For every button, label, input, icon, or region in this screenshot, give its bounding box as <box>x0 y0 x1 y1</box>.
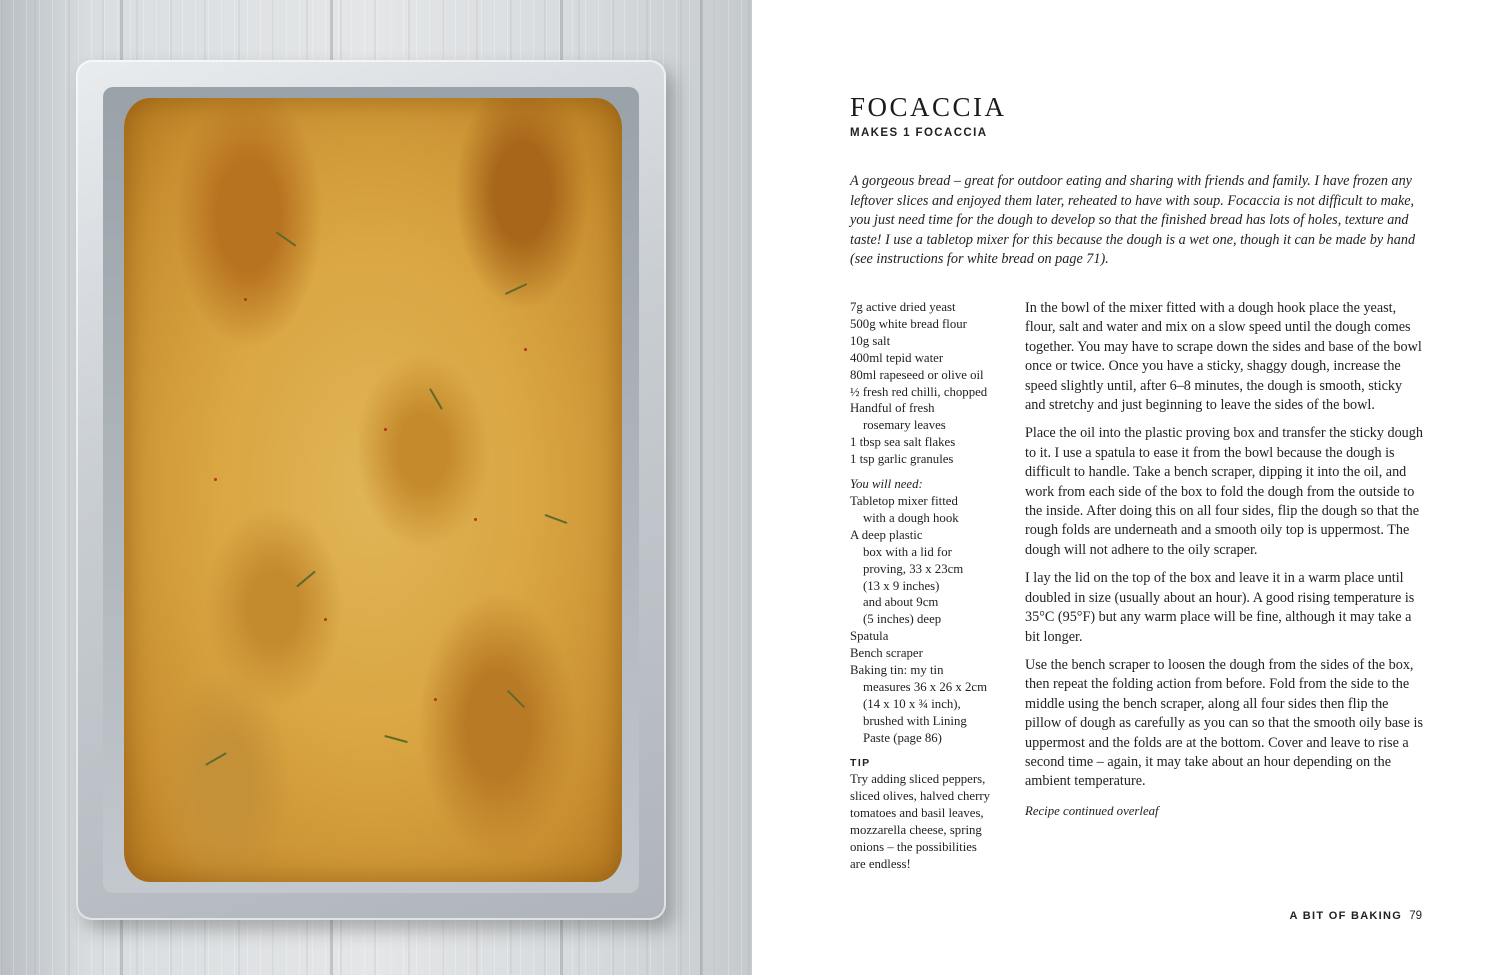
equipment-item: Baking tin: my tin <box>850 663 944 678</box>
ingredient-item: 400ml tepid water <box>850 350 944 365</box>
ingredient-item: 500g white bread flour <box>850 316 967 331</box>
chilli-flake <box>244 298 247 301</box>
method-step: I lay the lid on the top of the box and leave it in a warm place until doubled in size (usually about an hour). A good rising temperature is 35°C (95°F) but any warm place will be fine, although it may take a bit longer. <box>1025 570 1415 645</box>
chilli-flake <box>434 698 437 701</box>
continued-note: Recipe continued overleaf <box>1025 803 1159 818</box>
rosemary-leaf <box>505 283 528 295</box>
chilli-flake <box>214 478 217 481</box>
footer-section-title: A BIT OF BAKING <box>1289 910 1403 922</box>
method-column <box>1025 299 1423 821</box>
method-step: Use the bench scraper to loosen the dough from the sides of the box, then repeat the folding action from before. Fold from the side to the middle using the bench scraper, along all four sides then flip the pillow of dough as carefully as you can so that the smooth oily base is uppermost and the folds are at the bottom. Cover and leave to rise a second time – again, it may take about an hour depending on the ambient temperature. <box>1025 656 1423 790</box>
focaccia-bread <box>124 98 622 882</box>
ingredient-item: 1 tbsp sea salt flakes <box>850 435 956 450</box>
chilli-flake <box>474 518 477 521</box>
rosemary-leaf <box>544 514 567 524</box>
tip-line: are endless! <box>850 857 911 871</box>
tip-heading: TIP <box>850 756 871 769</box>
equipment-item: measures 36 x 26 x 2cm <box>863 679 988 694</box>
chilli-flake <box>324 618 327 621</box>
equipment-item: Bench scraper <box>850 646 923 661</box>
page-number: 79 <box>1409 910 1422 922</box>
ingredient-item: Handful of fresh <box>850 401 935 416</box>
tip-line: sliced olives, halved cherry <box>850 789 991 804</box>
rosemary-leaf <box>276 231 297 246</box>
equipment-item: (13 x 9 inches) <box>863 578 940 593</box>
rosemary-leaf <box>205 752 227 766</box>
ingredient-item: 10g salt <box>850 333 891 348</box>
equipment-item: brushed with Lining <box>863 713 967 728</box>
wood-plank-seam <box>700 0 703 975</box>
equipment-item: Tabletop mixer fitted <box>850 493 958 508</box>
chilli-flake <box>524 348 527 351</box>
tip-line: mozzarella cheese, spring <box>850 823 982 838</box>
ingredient-item: 7g active dried yeast <box>850 300 956 314</box>
ingredient-item: 1 tsp garlic granules <box>850 452 954 467</box>
method-step: Place the oil into the plastic proving box and transfer the sticky dough to it. I use a spatula to ease it from the bowl because the dough is difficult to handle. Take a bench scraper, dipping it into the oil, and work from each side of the box to fold the dough from the outside to the inside. After doing this on all four sides, flip the dough so that the rough folds are underneath and a smooth oily top is uppermost. The dough will not adhere to the oily scraper. <box>1025 425 1423 558</box>
method-step: In the bowl of the mixer fitted with a dough hook place the yeast, flour, salt and water and mix on a slow speed until the dough comes together. You may have to scrape down the sides and base of the bowl once or twice. Once you have a sticky, shaggy dough, increase the speed slightly until, after 6–8 minutes, the dough is smooth, sticky and stretchy and just beginning to leave the sides of the bowl. <box>1025 300 1422 414</box>
chilli-flake <box>384 428 387 431</box>
recipe-yield: MAKES 1 FOCACCIA <box>850 127 988 139</box>
equipment-item: box with a lid for <box>863 544 952 559</box>
baking-tray <box>76 60 666 920</box>
tip-line: onions – the possibilities <box>850 840 977 855</box>
ingredient-item: ½ fresh red chilli, chopped <box>850 384 988 399</box>
rosemary-leaf <box>507 690 525 708</box>
ingredient-item: 80ml rapeseed or olive oil <box>850 367 984 382</box>
equipment-item: proving, 33 x 23cm <box>863 561 964 576</box>
ingredients-column <box>850 299 1010 873</box>
rosemary-leaf <box>384 735 408 743</box>
equipment-item: A deep plastic <box>850 527 923 542</box>
rosemary-leaf <box>296 571 316 588</box>
equipment-heading: You will need: <box>850 477 923 492</box>
recipe-intro: A gorgeous bread – great for outdoor eating and sharing with friends and family. I have frozen any leftover slices and enjoyed them later, reheated to have with soup. Focaccia is not difficult to make, you just need time for the dough to develop so that the finished bread has lots of holes, texture and taste! I use a tabletop mixer for this because the dough is a wet one, though it can be made by hand (see instructions for white bread on page 71). <box>850 173 1416 268</box>
equipment-item: Spatula <box>850 629 889 644</box>
equipment-item: Paste (page 86) <box>863 730 942 745</box>
equipment-item: (14 x 10 x ¾ inch), <box>863 696 961 711</box>
tip-line: Try adding sliced peppers, <box>850 772 986 787</box>
page-footer <box>1290 910 1422 922</box>
rosemary-leaf <box>429 388 443 410</box>
ingredient-item: rosemary leaves <box>863 418 946 433</box>
equipment-item: (5 inches) deep <box>863 612 942 627</box>
tip-line: tomatoes and basil leaves, <box>850 806 984 821</box>
equipment-item: with a dough hook <box>863 510 959 525</box>
recipe-title: FOCACCIA <box>850 92 1007 122</box>
equipment-item: and about 9cm <box>863 595 939 610</box>
